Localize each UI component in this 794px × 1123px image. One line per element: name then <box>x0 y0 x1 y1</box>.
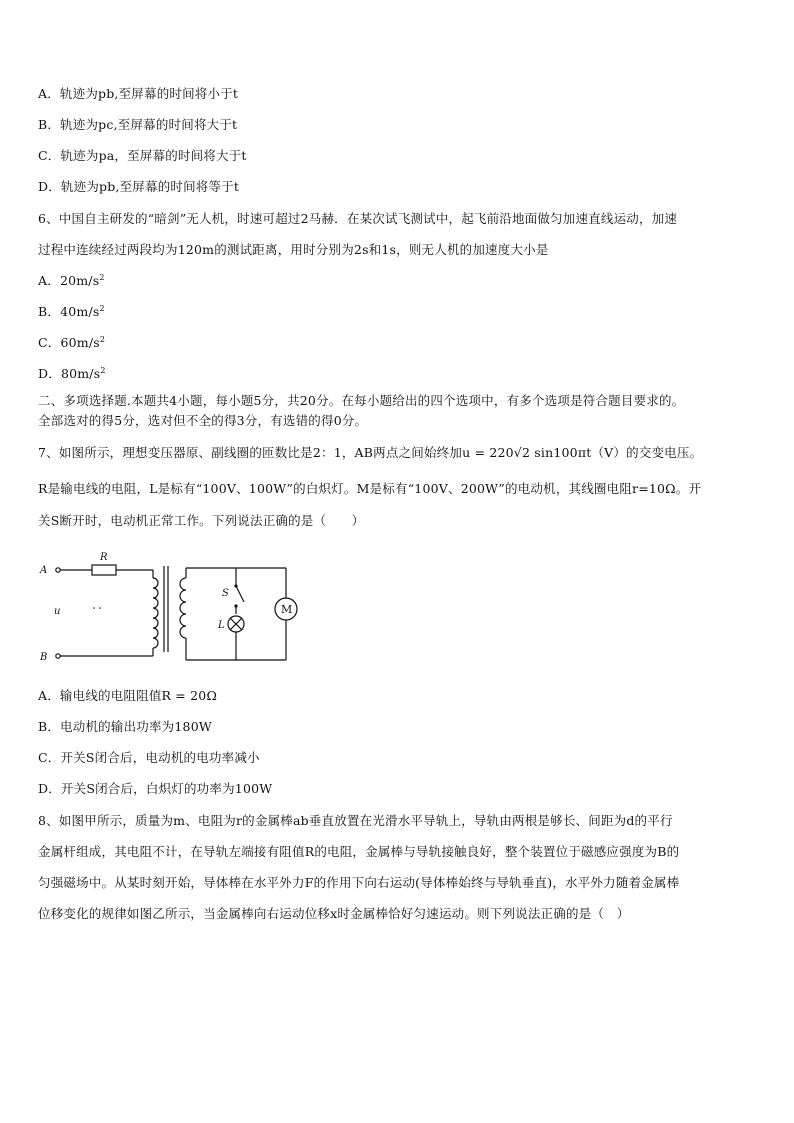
transformer-circuit-diagram <box>38 548 302 666</box>
label-b: B <box>40 652 48 663</box>
q5-option-b: B．轨迹为pc,至屏幕的时间将大于t <box>38 117 238 132</box>
option-exponent: 2 <box>99 303 105 313</box>
q6-option-b <box>38 302 105 320</box>
q7-stem-line1: 7、如图所示，理想变压器原、副线圈的匝数比是2：1，AB两点之间始终加u = 220√2 sin100πt（V）的交变电压。 <box>38 445 703 460</box>
q8-stem-line3: 匀强磁场中。从某时刻开始，导体棒在水平外力F的作用下向右运动(导体棒始终与导轨垂直)，水平外力随着金属棒 <box>38 875 680 890</box>
option-value: 80m/s <box>60 366 101 381</box>
q6-stem-line2: 过程中连续经过两段均为120m的测试距离，用时分别为2s和1s，则无人机的加速度大小是 <box>38 242 549 257</box>
q6-option-c <box>38 333 105 351</box>
label-u: u <box>54 606 61 617</box>
q6-stem-line1: 6、中国自主研发的“暗剑”无人机，时速可超过2马赫．在某次试飞测试中，起飞前沿地面做匀加速直线运动，加速 <box>38 211 678 226</box>
label-a: A <box>40 565 48 576</box>
q5-option-d: D．轨迹为pb,至屏幕的时间将等于t <box>38 179 240 194</box>
option-value: 40m/s <box>60 304 100 319</box>
option-letter: A． <box>38 273 60 288</box>
option-value: 20m/s <box>59 273 100 288</box>
q7-stem-line3: 关S断开时，电动机正常工作。下列说法正确的是（ ） <box>38 513 365 528</box>
section2-intro-line1: 二、多项选择题.本题共4小题，每小题5分，共20分。在每小题给出的四个选项中，有多个选项是符合题目要求的。 <box>38 393 685 408</box>
option-value: 60m/s <box>60 335 100 350</box>
option-letter: C． <box>38 335 61 350</box>
q6-option-d <box>38 364 106 382</box>
option-letter: D． <box>38 366 61 381</box>
label-l: L <box>218 620 225 631</box>
option-letter: B． <box>38 304 61 319</box>
q8-stem-line2: 金属杆组成，其电阻不计，在导轨左端接有阻值R的电阻，金属棒与导轨接触良好，整个装置位于磁感应强度为B的 <box>38 844 680 859</box>
q8-stem-line1: 8、如图甲所示，质量为m、电阻为r的金属棒ab垂直放置在光滑水平导轨上，导轨由两根是够长、间距为d的平行 <box>38 813 673 828</box>
q7-option-c: C．开关S闭合后，电动机的电功率减小 <box>38 750 260 765</box>
section2-intro-line2: 全部选对的得5分，选对但不全的得3分，有选错的得0分。 <box>38 413 368 428</box>
q8-stem-line4: 位移变化的规律如图乙所示，当金属棒向右运动位移x时金属棒恰好匀速运动。则下列说法正确的是（ ） <box>38 906 630 921</box>
motor-icon: M <box>281 603 293 616</box>
q7-option-b: B．电动机的输出功率为180W <box>38 719 212 734</box>
q5-option-c: C．轨迹为pa，至屏幕的时间将大于t <box>38 148 247 163</box>
q5-option-a: A．轨迹为pb,至屏幕的时间将小于t <box>38 86 239 101</box>
q6-option-a <box>38 271 105 289</box>
label-r: R <box>100 552 108 563</box>
option-exponent: 2 <box>99 334 106 344</box>
option-exponent: 2 <box>99 272 105 282</box>
option-exponent: 2 <box>100 365 106 375</box>
q7-option-d: D．开关S闭合后，白炽灯的功率为100W <box>38 781 273 796</box>
q7-stem-line2: R是输电线的电阻，L是标有“100V、100W”的白炽灯。M是标有“100V、200W”的电动机，其线圈电阻r=10Ω。开 <box>38 481 702 496</box>
label-s: S <box>222 588 229 599</box>
q7-option-a: A．输电线的电阻阻值R = 20Ω <box>38 688 218 703</box>
